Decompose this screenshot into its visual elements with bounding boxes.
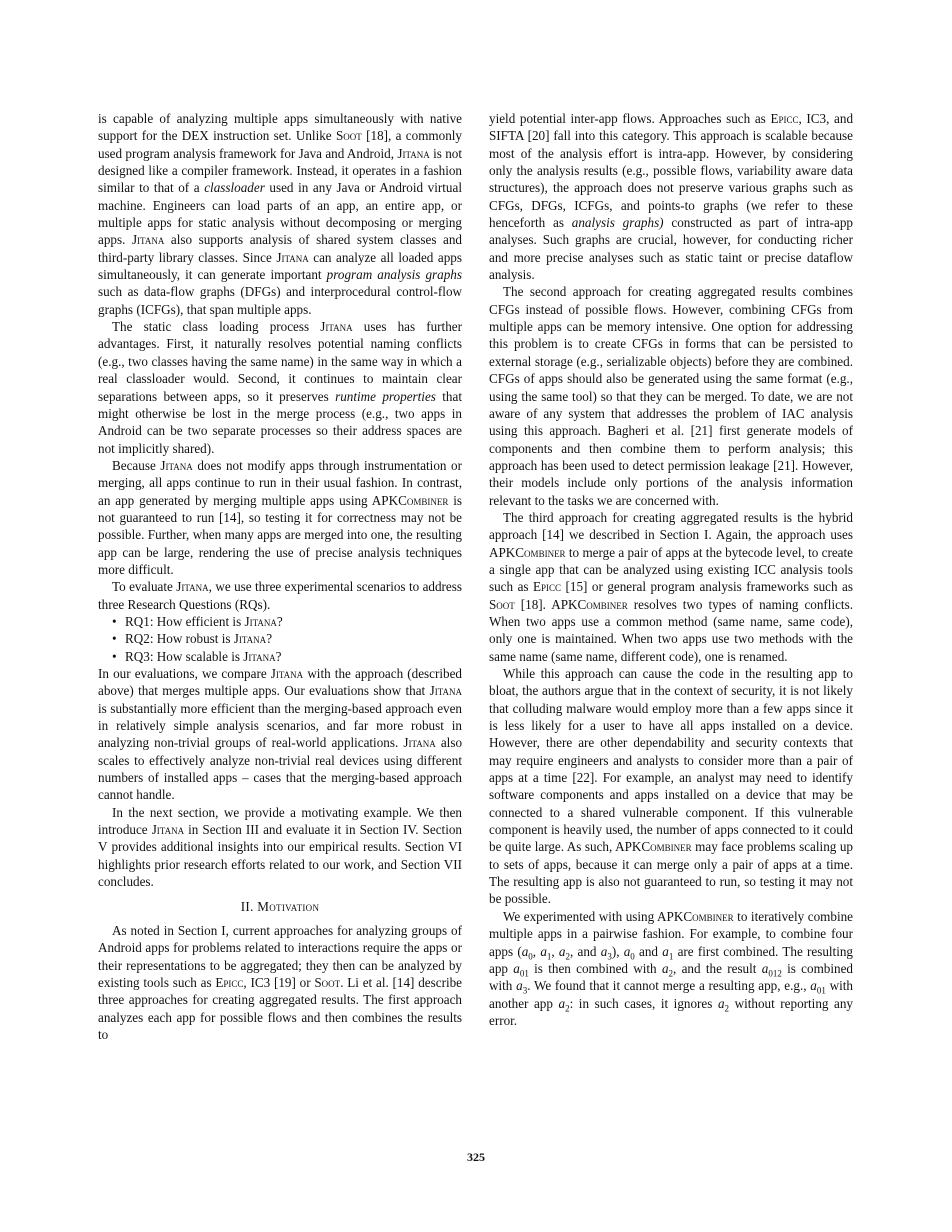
paragraph: The third approach for creating aggregated results is the hybrid approach [14] we described in Section I. Again, the approach uses APKCombiner to merge a pair of apps at the bytecode level, to create a single app that can be analyzed using existing ICC analysis tools such as Epicc [15] or general program analysis frameworks such as Soot [18]. APKCombiner resolves two types of naming conflicts. When two apps use a common method (same name, same code), only one is maintained. When two apps use two methods with the same name (same name, different code), one is renamed. [489, 509, 853, 664]
list-item: • RQ1: How efficient is Jitana? [112, 613, 462, 630]
paragraph: In the next section, we provide a motivating example. We then introduce Jitana in Section III and evaluate it in Section IV. Section V provides additional insights into our empirical results. Section VI highlights prior research efforts related to our work, and Section VII concludes. [98, 804, 462, 890]
paragraph: To evaluate Jitana, we use three experimental scenarios to address three Research Questions (RQs). [98, 579, 462, 612]
paragraph: In our evaluations, we compare Jitana with the approach (described above) that merges multiple apps. Our evaluations show that Jitana is substantially more efficient than the merging-based approach even in relatively simple analysis scenarios, and far more robust in analyzing non-trivial groups of real-world applications. Jitana also scales to effectively analyze non-trivial real devices using different numbers of installed apps – cases that the merging-based approach cannot handle. [98, 666, 463, 803]
paragraph: is capable of analyzing multiple apps simultaneously with native support for the DEX instruction set. Unlike Soot [18], a commonly used program analysis framework for Java and Android, Jitana is not designed like a compiler framework. Instead, it operates in a fashion similar to that of a classloader used in any Java or Android virtual machine. Engineers can load parts of an app, an entire app, or multiple apps for static analysis without decomposing or merging apps. Jitana also supports analysis of shared system classes and third-party library classes. Since Jitana can analyze all loaded apps simultaneously, it can generate important program analysis graphs such as data-flow graphs (DFGs) and interprocedural control-flow graphs (ICFGs), that span multiple apps. [98, 111, 463, 317]
section-heading: II. Motivation [240, 899, 320, 915]
paragraph: As noted in Section I, current approaches for analyzing groups of Android apps for problems related to interactions require the apps or their representations to be aggregated; they then can be analyzed by existing tools such as Epicc, IC3 [19] or Soot. Li et al. [14] describe three approaches for creating aggregated results. The first approach analyzes each app for possible flows and then combines the results to [98, 922, 462, 1042]
left-column [98, 110, 462, 1043]
list-item: • RQ2: How robust is Jitana? [112, 630, 462, 647]
paragraph: We experimented with using APKCombiner to iteratively combine multiple apps in a pairwise fashion. For example, to combine four apps ($a_0$, $a_1$, $a_2$, and $a_3$), $a_0$ and $a_1$ are first combined. The resulting app $a_{01}$ is then combined with $a_2$, and the result $a_{012}$ is combined with $a_3$. We found that it cannot merge a resulting app, e.g., $a_{01}$ with another app $a_2$: in such cases, it ignores $a_2$ without reporting any error. [489, 908, 854, 1028]
right-column [489, 110, 853, 1029]
paragraph: While this approach can cause the code in the resulting app to bloat, the authors argue that in the context of security, it is not likely that colluding malware would employ more than a few apps since it is less likely for a user to have all apps installed on a device. However, there are other dependability and security contexts that may require engineers and analysts to consider more than a pair of apps at a time [22]. For example, an analyst may need to identify software components and apps installed on a device that may be connected to a shared vulnerable component. If this vulnerable component is heavily used, the number of apps connected to it could be quite large. As such, APKCombiner may face problems scaling up to sets of apps, because it can merge only a pair of apps at a time. The resulting app is also not guaranteed to run, so testing it may not be possible. [489, 666, 853, 907]
list-item: • RQ3: How scalable is Jitana? [112, 648, 462, 665]
paragraph: The second approach for creating aggregated results combines CFGs instead of possible flows. However, combining CFGs from multiple apps can be memory intensive. One option for addressing this problem is to create CFGs in forms that can be persisted to external storage (e.g., serializable objects) before they are combined. CFGs of apps should also be generated using the same format (e.g., using the same tool) so that they can be merged. To date, we are not aware of any system that addresses the problem of IAC analysis using this approach. Bagheri et al. [21] first generate models of components and then combine them to perform analysis; this approach has been used to detect permission leakage [21]. However, their models include only portions of the analysis information relevant to the tasks we are concerned with. [489, 284, 853, 508]
paragraph: Because Jitana does not modify apps through instrumentation or merging, all apps continue to run in their usual fashion. In contrast, an app generated by merging multiple apps using APKCombiner is not guaranteed to run [14], so testing it for correctness may not be possible. Further, when many apps are merged into one, the resulting app can be large, rendering the use of precise analysis techniques more difficult. [98, 457, 462, 577]
research-questions-list [98, 613, 462, 665]
paragraph: The static class loading process Jitana uses has further advantages. First, it naturally resolves potential naming conflicts (e.g., two classes having the same name) in the same way in which a real classloader would. Second, it continues to maintain clear separations between apps, so it preserves runtime properties that might otherwise be lost in the merge process (e.g., two apps in Android can be two separate processes so their address spaces are not implicitly shared). [98, 319, 462, 456]
paragraph: yield potential inter-app flows. Approaches such as Epicc, IC3, and SIFTA [20] fall into this category. This approach is scalable because most of the analysis effort is intra-app. However, by considering only the analysis results (e.g., possible flows, variability aware data structures), the approach does not preserve various graphs such as CFGs, DFGs, ICFGs, and points-to graphs (we refer to these henceforth as analysis graphs) constructed as part of intra-app analyses. Such graphs are crucial, however, for conducting richer and more precise analyses such as static taint or precise dataflow analysis. [489, 111, 854, 283]
page-number: 325 [467, 1150, 485, 1164]
